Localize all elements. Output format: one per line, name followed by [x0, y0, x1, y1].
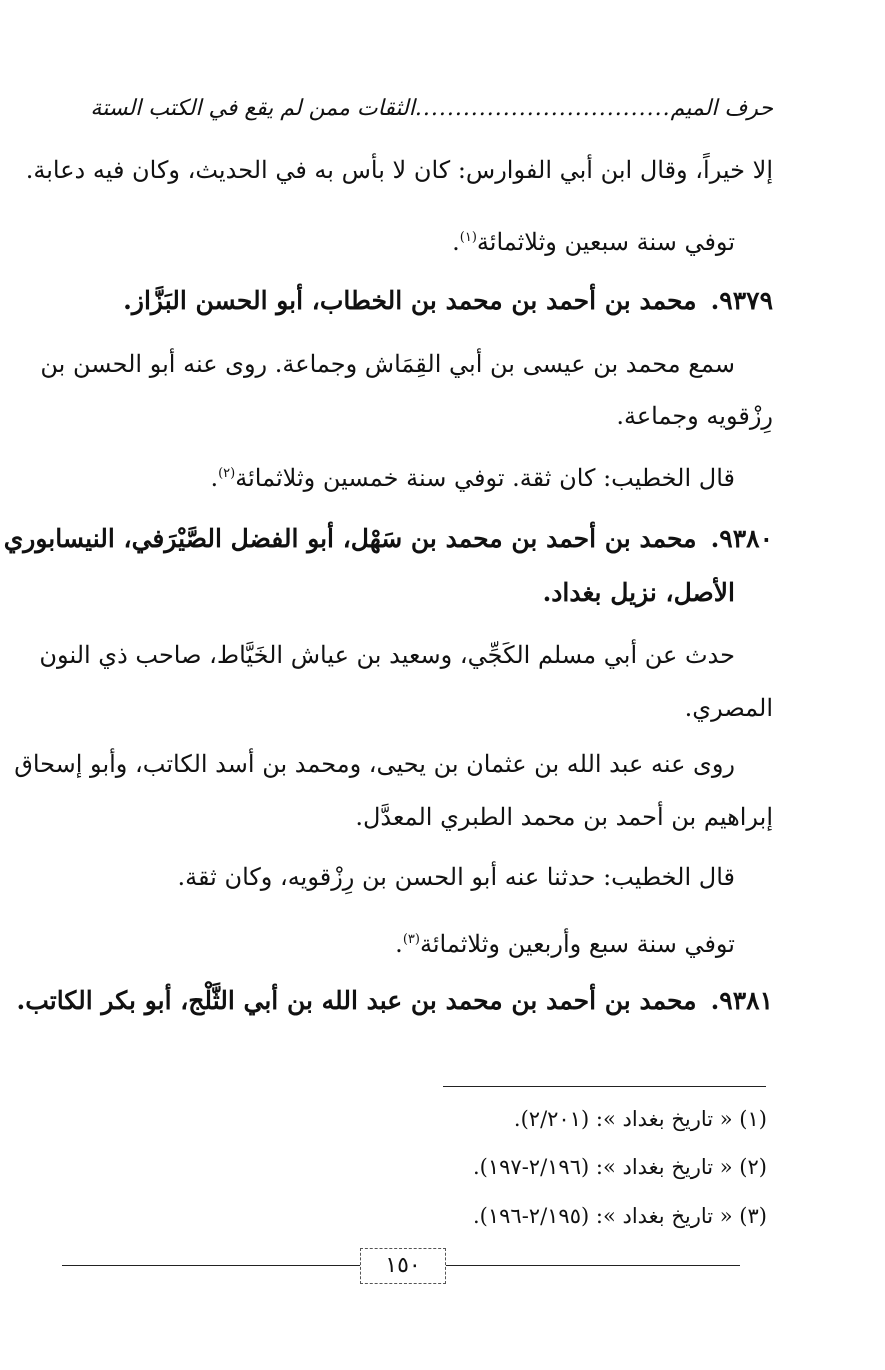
header-book-title: الثقات ممن لم يقع في الكتب الستة: [90, 96, 415, 121]
footnote-ref[interactable]: (١): [459, 230, 477, 245]
entry-number: ٩٣٧٩.: [710, 286, 773, 315]
text-line: حدث عن أبي مسلم الكَجِّي، وسعيد بن عياش الخَيَّاط، صاحب ذي النون: [39, 641, 735, 669]
footer-rule-right: [444, 1265, 740, 1266]
text-line: قال الخطيب: حدثنا عنه أبو الحسن بن رِزْقويه، وكان ثقة.: [177, 863, 735, 891]
entry-heading-9381: ٩٣٨١.محمد بن أحمد بن محمد بن عبد الله بن أبي الثَّلْج، أبو بكر الكاتب.: [16, 986, 773, 1015]
footnote-separator: [443, 1086, 766, 1087]
footnote-2: (٢) « تاريخ بغداد »: (٢/١٩٦-١٩٧).: [472, 1155, 767, 1179]
text-line: إلا خيراً، وقال ابن أبي الفوارس: كان لا بأس به في الحديث، وكان فيه دعابة.: [25, 156, 773, 184]
header-dots: ................................: [414, 96, 671, 121]
entry-number: ٩٣٨٠.: [710, 524, 773, 553]
text-line: روى عنه عبد الله بن عثمان بن يحيى، ومحمد بن أسد الكاتب، وأبو إسحاق: [14, 750, 735, 778]
footnote-ref[interactable]: (٣): [402, 932, 420, 947]
text-line: قال الخطيب: كان ثقة. توفي سنة خمسين وثلاثمائة$^{(٢)}$.: [210, 464, 735, 492]
entry-number: ٩٣٨١.: [710, 986, 773, 1015]
text-line: إبراهيم بن أحمد بن محمد الطبري المعدَّل.: [355, 803, 773, 831]
text-line: الأصل، نزيل بغداد.: [542, 578, 735, 607]
footnote-1: (١) « تاريخ بغداد »: (٢/٢٠١).: [513, 1107, 767, 1131]
text-line: توفي سنة سبع وأربعين وثلاثمائة$^{(٣)}$.: [395, 930, 735, 958]
page-number: ١٥٠: [360, 1248, 446, 1284]
running-header: [90, 96, 773, 121]
header-chapter: حرف الميم: [670, 96, 773, 121]
text-line: المصري.: [684, 694, 773, 722]
text-line: سمع محمد بن عيسى بن أبي القِمَاش وجماعة. روى عنه أبو الحسن بن: [40, 350, 735, 378]
entry-heading-9379: ٩٣٧٩.محمد بن أحمد بن محمد بن الخطاب، أبو الحسن البَزَّاز.: [123, 286, 773, 315]
footnote-ref[interactable]: (٢): [218, 466, 236, 481]
text-line: رِزْقويه وجماعة.: [616, 402, 773, 430]
footnote-3: (٣) « تاريخ بغداد »: (٢/١٩٥-١٩٦).: [472, 1204, 767, 1228]
entry-heading-9380: ٩٣٨٠.محمد بن أحمد بن محمد بن سَهْل، أبو الفضل الصَّيْرَفي، النيسابوري: [3, 524, 773, 553]
footer-rule-left: [62, 1265, 360, 1266]
text-line: توفي سنة سبعين وثلاثمائة$^{(١)}$.: [452, 228, 735, 256]
